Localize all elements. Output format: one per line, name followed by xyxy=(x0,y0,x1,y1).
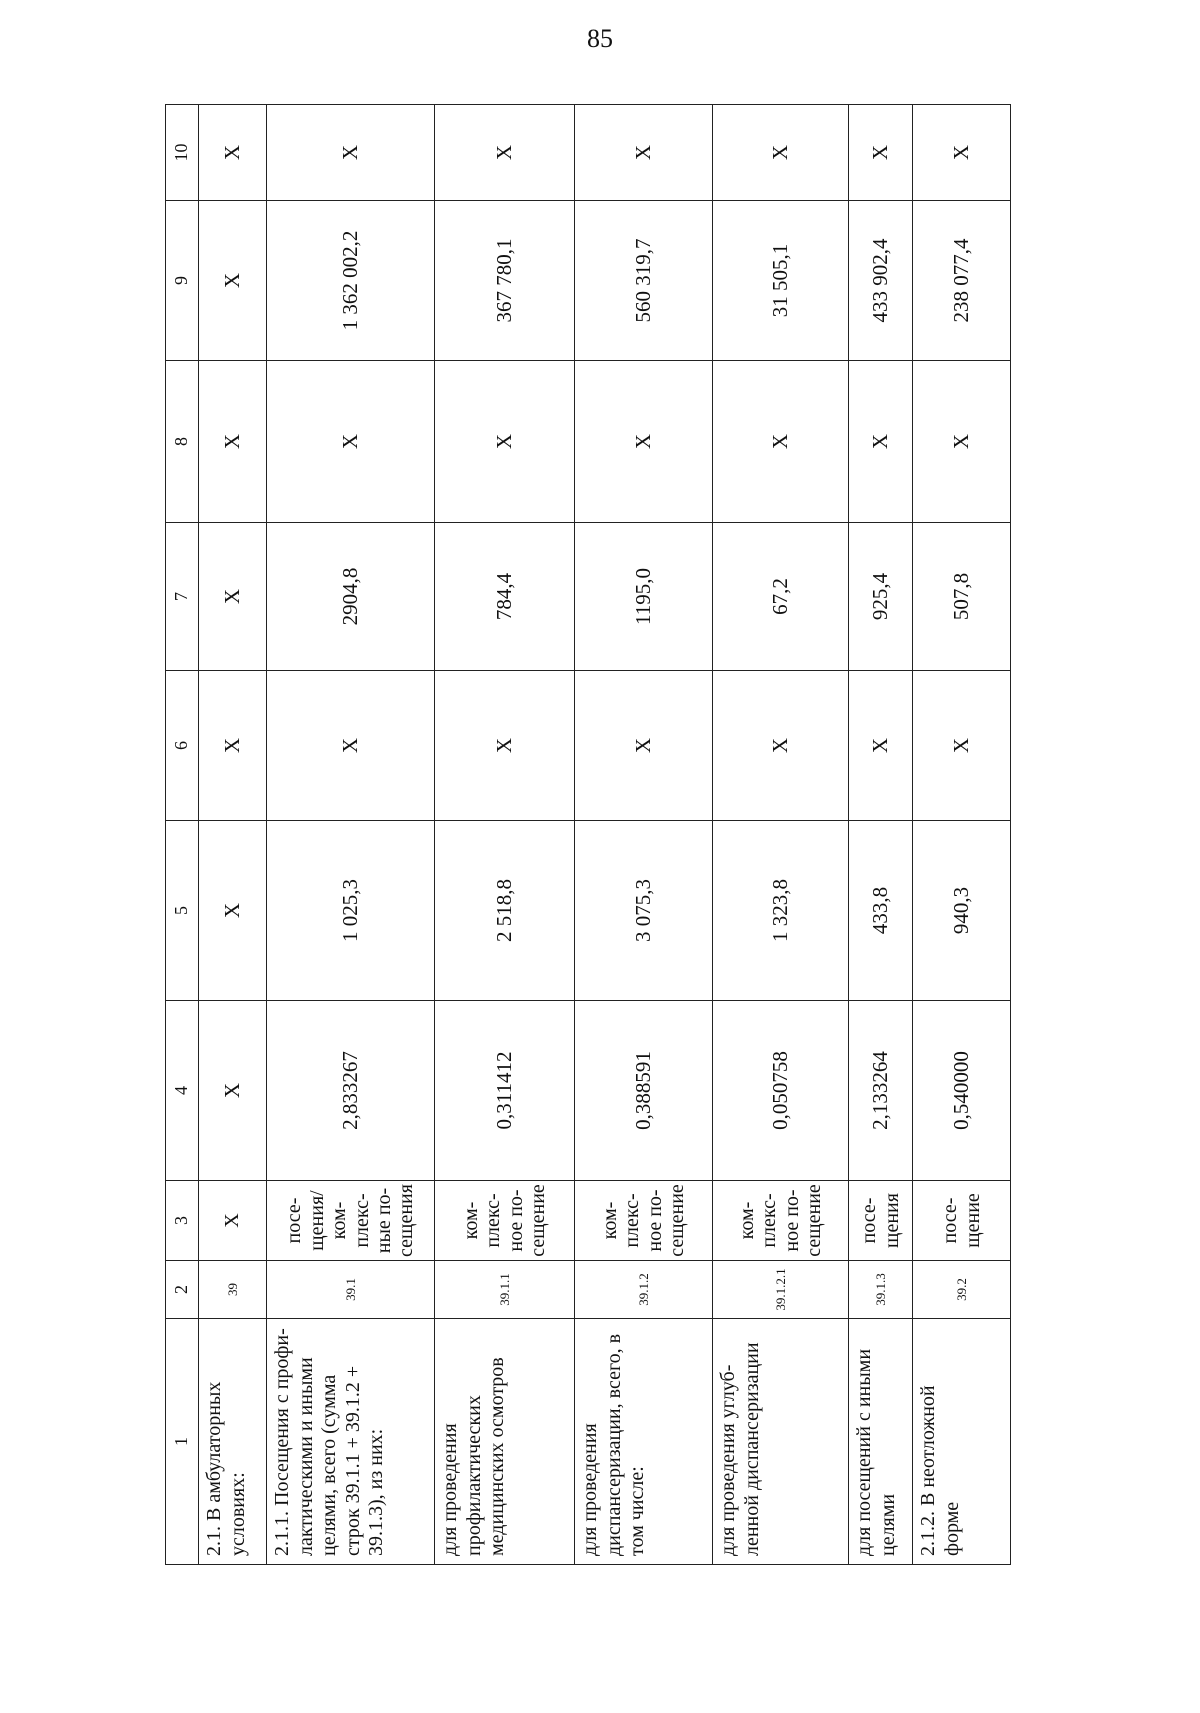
table-cell: 0,540000 xyxy=(913,1001,1011,1181)
table-cell: X xyxy=(199,671,267,821)
table-cell: X xyxy=(199,201,267,361)
row-unit: посе-щения xyxy=(849,1181,913,1261)
table-cell: X xyxy=(913,361,1011,523)
table-cell: X xyxy=(199,821,267,1001)
table-cell: X xyxy=(713,671,849,821)
table-cell: X xyxy=(849,361,913,523)
table-row xyxy=(849,105,913,1565)
table-cell: X xyxy=(849,671,913,821)
table-cell: 0,050758 xyxy=(713,1001,849,1181)
table-cell: X xyxy=(913,105,1011,201)
row-unit: посе-щение xyxy=(913,1181,1011,1261)
row-name: 2.1.1. Посещения с профи-лактическими и иными целями, всего (сумма строк 39.1.1 + 39.1.2 + 39.1.3), из них: xyxy=(267,1319,435,1565)
table-cell: X xyxy=(575,105,713,201)
col-header: 10 xyxy=(166,105,199,201)
row-unit: X xyxy=(199,1181,267,1261)
table-cell: X xyxy=(199,105,267,201)
table-cell: X xyxy=(713,105,849,201)
table-cell: 2 518,8 xyxy=(435,821,575,1001)
col-header: 3 xyxy=(166,1181,199,1261)
col-header: 9 xyxy=(166,201,199,361)
row-name: для проведения углуб-ленной диспансеризации xyxy=(713,1319,849,1565)
col-header: 4 xyxy=(166,1001,199,1181)
table-cell: 1 362 002,2 xyxy=(267,201,435,361)
table-cell: X xyxy=(267,361,435,523)
col-header: 2 xyxy=(166,1261,199,1319)
row-code: 39.1.1 xyxy=(435,1261,575,1319)
table-cell: 940,3 xyxy=(913,821,1011,1001)
table-cell: 0,388591 xyxy=(575,1001,713,1181)
table-cell: 507,8 xyxy=(913,523,1011,671)
table-cell: X xyxy=(575,361,713,523)
table-cell: 433,8 xyxy=(849,821,913,1001)
table-cell: 2,133264 xyxy=(849,1001,913,1181)
row-code: 39.1.2 xyxy=(575,1261,713,1319)
row-unit: посе-щения/ком-плекс-ные по-сещения xyxy=(267,1181,435,1261)
table-cell: 0,311412 xyxy=(435,1001,575,1181)
table-cell: 784,4 xyxy=(435,523,575,671)
rotated-table xyxy=(165,105,1005,1565)
table-cell: 560 319,7 xyxy=(575,201,713,361)
col-header: 8 xyxy=(166,361,199,523)
table-cell: 1195,0 xyxy=(575,523,713,671)
table-cell: X xyxy=(267,671,435,821)
table-cell: X xyxy=(199,1001,267,1181)
row-code: 39.1.3 xyxy=(849,1261,913,1319)
col-header: 7 xyxy=(166,523,199,671)
table-cell: X xyxy=(199,523,267,671)
table-cell: 367 780,1 xyxy=(435,201,575,361)
table-cell: X xyxy=(435,105,575,201)
row-name: 2.1.2. В неотложной форме xyxy=(913,1319,1011,1565)
row-unit: ком-плекс-ное по-сещение xyxy=(435,1181,575,1261)
table-row xyxy=(267,105,435,1565)
header-row xyxy=(166,105,199,1565)
col-header: 6 xyxy=(166,671,199,821)
table-cell: X xyxy=(435,361,575,523)
table-row xyxy=(713,105,849,1565)
table-cell: 2904,8 xyxy=(267,523,435,671)
table-cell: X xyxy=(913,671,1011,821)
row-name: для посещений с иными целями xyxy=(849,1319,913,1565)
table-row xyxy=(913,105,1011,1565)
row-unit: ком-плекс-ное по-сещение xyxy=(575,1181,713,1261)
row-name: для проведения профилактических медицинских осмотров xyxy=(435,1319,575,1565)
table-cell: X xyxy=(713,361,849,523)
row-code: 39.1.2.1 xyxy=(713,1261,849,1319)
table-cell: 925,4 xyxy=(849,523,913,671)
col-header: 1 xyxy=(166,1319,199,1565)
row-unit: ком-плекс-ное по-сещение xyxy=(713,1181,849,1261)
table-cell: 1 025,3 xyxy=(267,821,435,1001)
table-cell: X xyxy=(849,105,913,201)
table-cell: X xyxy=(435,671,575,821)
table-cell: 31 505,1 xyxy=(713,201,849,361)
table-row xyxy=(435,105,575,1565)
data-table xyxy=(165,104,1011,1565)
table-cell: 433 902,4 xyxy=(849,201,913,361)
table-cell: X xyxy=(199,361,267,523)
table-cell: 3 075,3 xyxy=(575,821,713,1001)
table-container xyxy=(165,105,1005,1565)
table-cell: 67,2 xyxy=(713,523,849,671)
table-row xyxy=(199,105,267,1565)
page-number: 85 xyxy=(587,24,613,53)
table-cell: 1 323,8 xyxy=(713,821,849,1001)
table-row xyxy=(575,105,713,1565)
row-name: 2.1. В амбулаторных условиях: xyxy=(199,1319,267,1565)
col-header: 5 xyxy=(166,821,199,1001)
row-code: 39.1 xyxy=(267,1261,435,1319)
row-code: 39 xyxy=(199,1261,267,1319)
table-cell: 238 077,4 xyxy=(913,201,1011,361)
table-cell: 2,833267 xyxy=(267,1001,435,1181)
row-code: 39.2 xyxy=(913,1261,1011,1319)
row-name: для проведения диспансеризации, всего, в том числе: xyxy=(575,1319,713,1565)
table-cell: X xyxy=(575,671,713,821)
table-cell: X xyxy=(267,105,435,201)
